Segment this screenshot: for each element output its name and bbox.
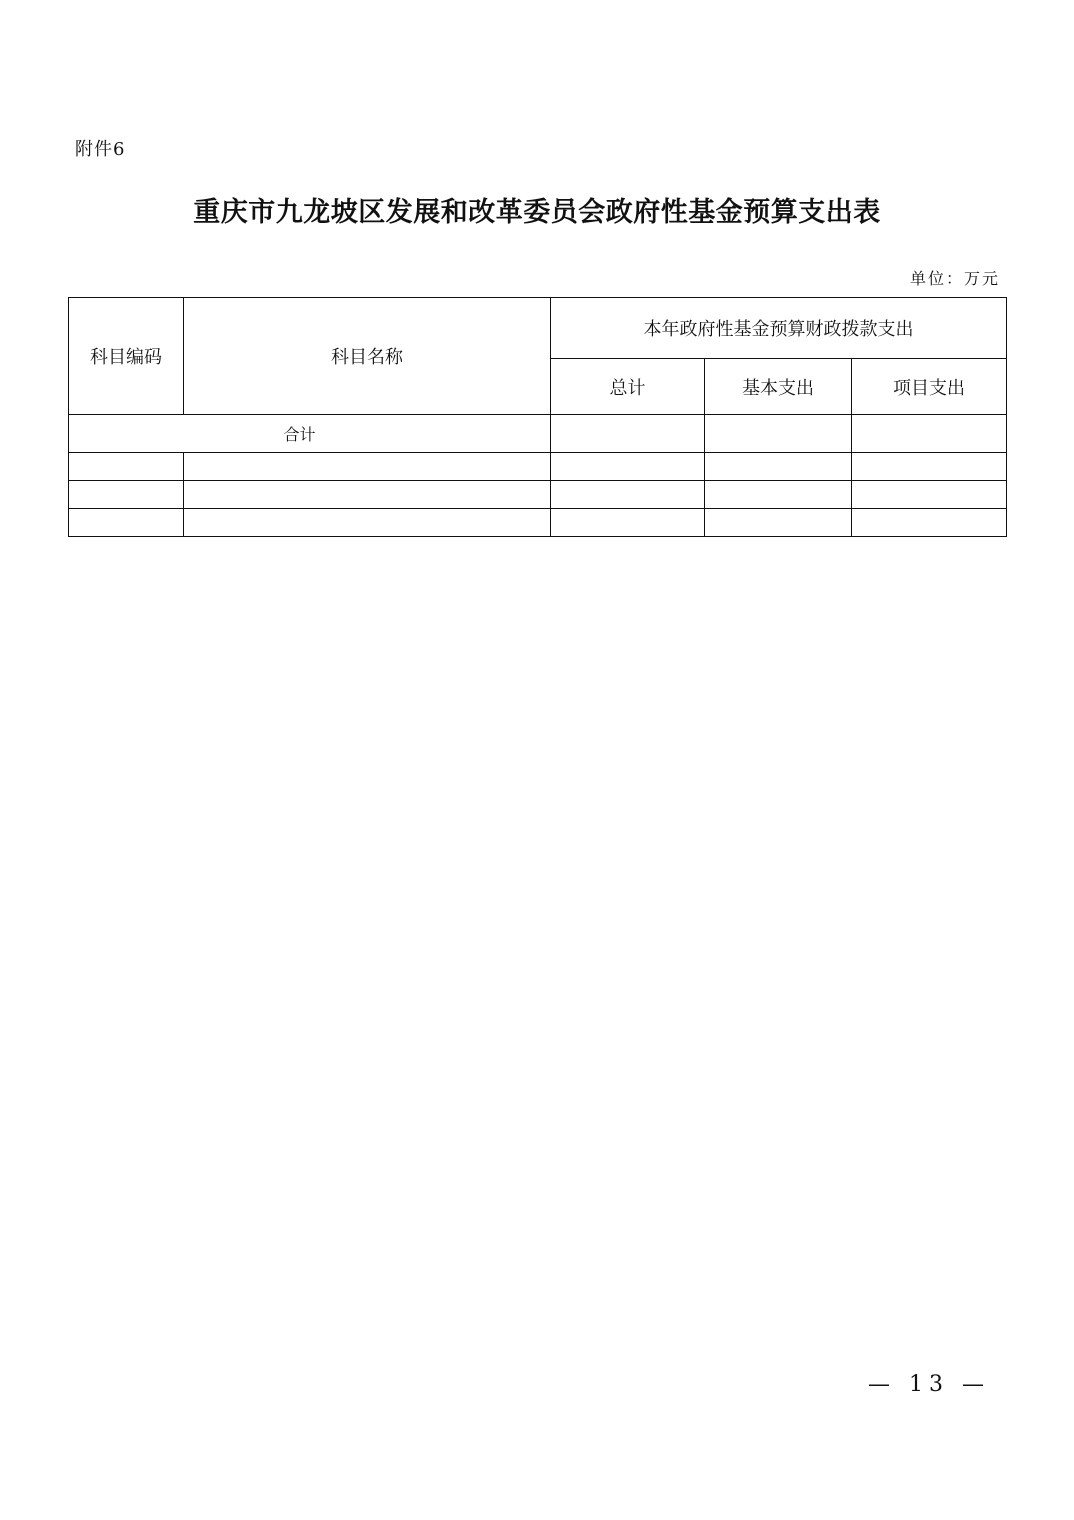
row-code-cell: [69, 453, 184, 481]
header-row-1: [69, 298, 1007, 359]
table-row: [69, 509, 1007, 537]
row-code-cell: [69, 509, 184, 537]
header-project: 项目支出: [852, 359, 1007, 415]
attachment-label: 附件6: [75, 139, 126, 160]
budget-table: [68, 297, 1007, 537]
table-row: [69, 453, 1007, 481]
table-row: [69, 481, 1007, 509]
header-group: 本年政府性基金预算财政拨款支出: [551, 298, 1007, 359]
row-basic-cell: [705, 509, 852, 537]
total-project-cell: [852, 415, 1007, 453]
total-row: [69, 415, 1007, 453]
row-basic-cell: [705, 453, 852, 481]
page-number: — 13 —: [868, 1372, 990, 1397]
row-project-cell: [852, 453, 1007, 481]
header-code: 科目编码: [69, 298, 184, 415]
total-sum-cell: [551, 415, 705, 453]
row-name-cell: [184, 481, 551, 509]
row-total-cell: [551, 481, 705, 509]
row-project-cell: [852, 509, 1007, 537]
header-basic: 基本支出: [705, 359, 852, 415]
row-name-cell: [184, 453, 551, 481]
header-total: 总计: [551, 359, 705, 415]
row-total-cell: [551, 509, 705, 537]
total-basic-cell: [705, 415, 852, 453]
header-name: 科目名称: [184, 298, 551, 415]
row-basic-cell: [705, 481, 852, 509]
unit-label: 单位：万元: [909, 269, 1000, 288]
row-name-cell: [184, 509, 551, 537]
row-project-cell: [852, 481, 1007, 509]
row-code-cell: [69, 481, 184, 509]
row-total-cell: [551, 453, 705, 481]
total-label: 合计: [69, 415, 551, 453]
document-title: 重庆市九龙坡区发展和改革委员会政府性基金预算支出表: [193, 197, 881, 228]
